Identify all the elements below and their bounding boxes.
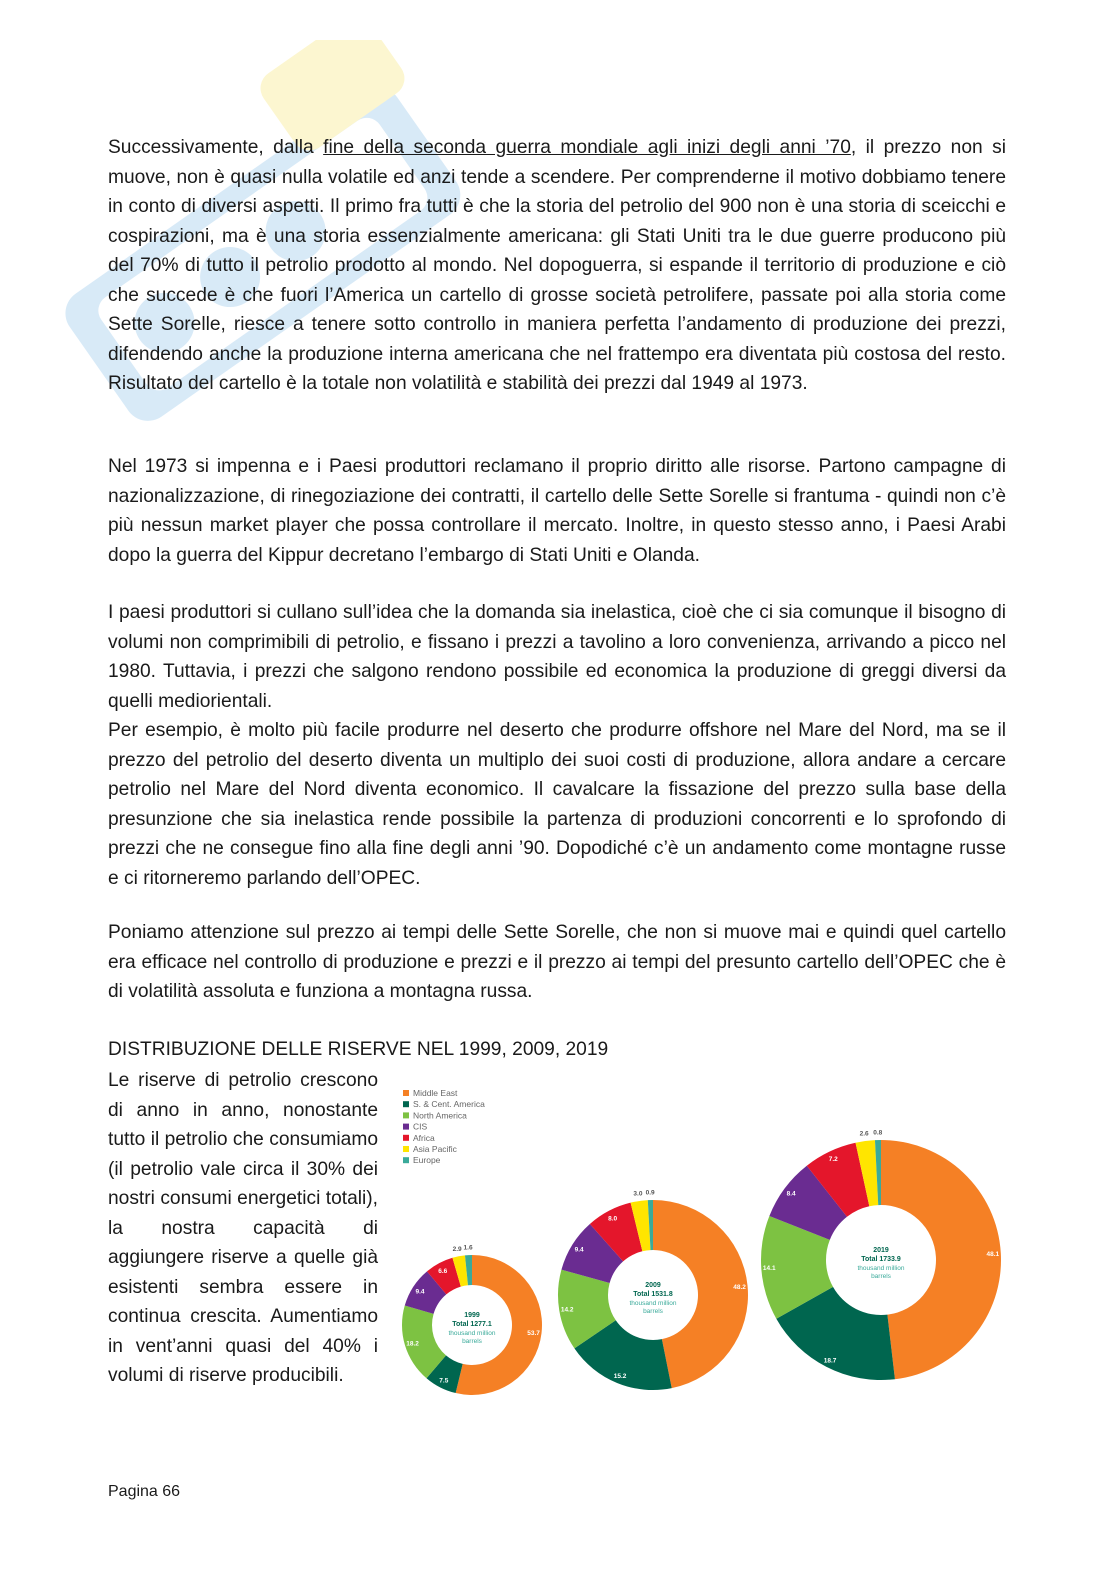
slice-value-label: 0.8 bbox=[873, 1129, 883, 1137]
legend-swatch bbox=[403, 1157, 409, 1163]
legend-swatch bbox=[403, 1090, 409, 1096]
underlined-phrase: fine della seconda guerra mondiale agli inizi degli anni ’70 bbox=[323, 137, 851, 158]
slice-value-label: 48.2 bbox=[733, 1283, 746, 1291]
paragraph-2: Nel 1973 si impenna e i Paesi produttori reclamano il proprio diritto alle risorse. Partono campagne di nazionalizzazione, di rinegoziazione dei contratti, il cartello delle Sette Sorelle si frantuma - quindi non c’è più nessun market player che possa controllare il mercato. Inoltre, in questo stesso anno, i Paesi Arabi dopo la guerra del Kippur decretano l’embargo di Stati Uniti e Olanda. bbox=[108, 456, 1006, 566]
section-title: DISTRIBUZIONE DELLE RISERVE NEL 1999, 2009, 2019 bbox=[108, 1039, 609, 1060]
center-unit: thousand million bbox=[857, 1265, 905, 1272]
slice-value-label: 9.4 bbox=[415, 1288, 425, 1296]
paragraph-1 bbox=[108, 133, 1006, 399]
legend-label: CIS bbox=[413, 1121, 428, 1132]
center-year: 1999 bbox=[464, 1312, 480, 1319]
legend-swatch bbox=[403, 1101, 409, 1107]
slice-value-label: 8.4 bbox=[786, 1190, 796, 1198]
slice-value-label: 15.2 bbox=[613, 1373, 627, 1381]
center-total: Total 1277.1 bbox=[452, 1321, 492, 1328]
slice-value-label: 7.2 bbox=[828, 1156, 838, 1164]
legend-label: S. & Cent. America bbox=[413, 1099, 485, 1110]
slice-value-label: 18.7 bbox=[823, 1357, 837, 1365]
reserves-donut-charts bbox=[398, 1082, 1018, 1422]
paragraph-5: Poniamo attenzione sul prezzo ai tempi delle Sette Sorelle, che non si muove mai e quindi quel cartello era efficace nel controllo di produzione e prezzi e il prezzo ai tempi del presunto cartello dell’OPEC che è di volatilità assoluta e funziona a montagna russa. bbox=[108, 922, 1006, 1002]
slice-value-label: 2.6 bbox=[859, 1130, 869, 1138]
center-unit: thousand million bbox=[448, 1330, 496, 1337]
page-number: Pagina 66 bbox=[108, 1483, 181, 1500]
center-unit: barrels bbox=[871, 1273, 891, 1280]
slice-value-label: 14.2 bbox=[560, 1306, 574, 1314]
center-year: 2019 bbox=[873, 1247, 889, 1254]
legend-swatch bbox=[403, 1112, 409, 1118]
center-unit: barrels bbox=[462, 1338, 482, 1345]
slice-value-label: 53.7 bbox=[527, 1329, 540, 1337]
center-year: 2009 bbox=[645, 1282, 661, 1289]
slice-value-label: 2.9 bbox=[452, 1245, 462, 1253]
legend-label: Asia Pacific bbox=[413, 1144, 457, 1154]
center-unit: barrels bbox=[643, 1308, 663, 1315]
center-total: Total 1733.9 bbox=[861, 1256, 901, 1263]
legend-swatch bbox=[403, 1146, 409, 1152]
legend-label: Africa bbox=[413, 1132, 435, 1143]
paragraph-1-rest: , il prezzo non si muove, non è quasi nulla volatile ed anzi tende a scendere. Per comprenderne il motivo dobbiamo tenere in conto di diversi aspetti. Il primo fra tutti è che la storia del petrolio del 900 non è una storia di sceicchi e cospirazioni, ma è una storia essenzialmente americana: gli Stati Uniti tra le due guerre producono più del 70% di tutto il petrolio prodotto al mondo. Nel dopoguerra, si espande il territorio di produzione e ciò che succede è che fuori l’America un cartello di grosse società petrolifere, passate poi alla storia come Sette Sorelle, riesce a tenere sotto controllo in maniera perfetta l’andamento di produzione dei prezzi, difendendo anche la produzione interna americana che nel frattempo era diventata più costosa del resto. Risultato del cartello è la totale non volatilità e stabilità dei prezzi dal 1949 al 1973. bbox=[108, 137, 1006, 394]
legend-label: Middle East bbox=[413, 1088, 458, 1098]
center-unit: thousand million bbox=[629, 1300, 677, 1307]
legend-swatch bbox=[403, 1124, 409, 1130]
legend-label: North America bbox=[413, 1110, 467, 1121]
legend-swatch bbox=[403, 1135, 409, 1141]
slice-value-label: 3.0 bbox=[633, 1190, 643, 1198]
paragraph-3: I paesi produttori si cullano sull’idea che la domanda sia inelastica, cioè che ci sia comunque il bisogno di volumi non comprimibili di petrolio, e fissano i prezzi a tavolino a loro convenienza, arrivando a picco nel 1980. Tuttavia, i prezzi che salgono rendono possibile ed economica la produzione di greggi diversi da quelli mediorientali. bbox=[108, 602, 1006, 712]
slice-value-label: 1.6 bbox=[463, 1244, 473, 1252]
slice-value-label: 9.4 bbox=[574, 1246, 584, 1254]
paragraph-4: Per esempio, è molto più facile produrre nel deserto che produrre offshore nel Mare del Nord, ma se il prezzo del petrolio del deserto diventa un multiplo dei suoi costi di produzione, allora andare a cercare petrolio nel Mare del Nord diventa economico. Il cavalcare la fissazione del prezzo sulla base della presunzione che sia inelastica rende possibile la partenza di produzioni concorrenti e lo sprofondo di prezzi che ne consegue fino alla fine degli anni ’90. Dopodiché c’è un andamento come montagne russe e ci ritorneremo parlando dell’OPEC. bbox=[108, 720, 1006, 889]
slice-value-label: 6.6 bbox=[438, 1267, 448, 1275]
slice-value-label: 18.2 bbox=[406, 1340, 419, 1348]
center-total: Total 1531.8 bbox=[633, 1291, 673, 1298]
slice-value-label: 14.1 bbox=[762, 1265, 776, 1273]
legend-label: Europe bbox=[413, 1155, 441, 1166]
reserves-chart bbox=[398, 1082, 1018, 1422]
slice-value-label: 7.5 bbox=[439, 1377, 449, 1385]
slice-value-label: 48.1 bbox=[986, 1250, 1000, 1258]
side-paragraph: Le riserve di petrolio crescono di anno in anno, nonostante tutto il petrolio che consumiamo (il petrolio vale circa il 30% dei nostri consumi energetici totali), la nostra capacità di aggiungere riserve a quelle già esistenti sembra essere in continua crescita. Aumentiamo in vent’anni quasi del 40% i volumi di riserve producibili. bbox=[108, 1070, 378, 1386]
paragraph-1-start: Successivamente, dalla bbox=[108, 137, 324, 158]
slice-value-label: 0.9 bbox=[645, 1189, 655, 1197]
slice-value-label: 8.0 bbox=[608, 1215, 618, 1223]
